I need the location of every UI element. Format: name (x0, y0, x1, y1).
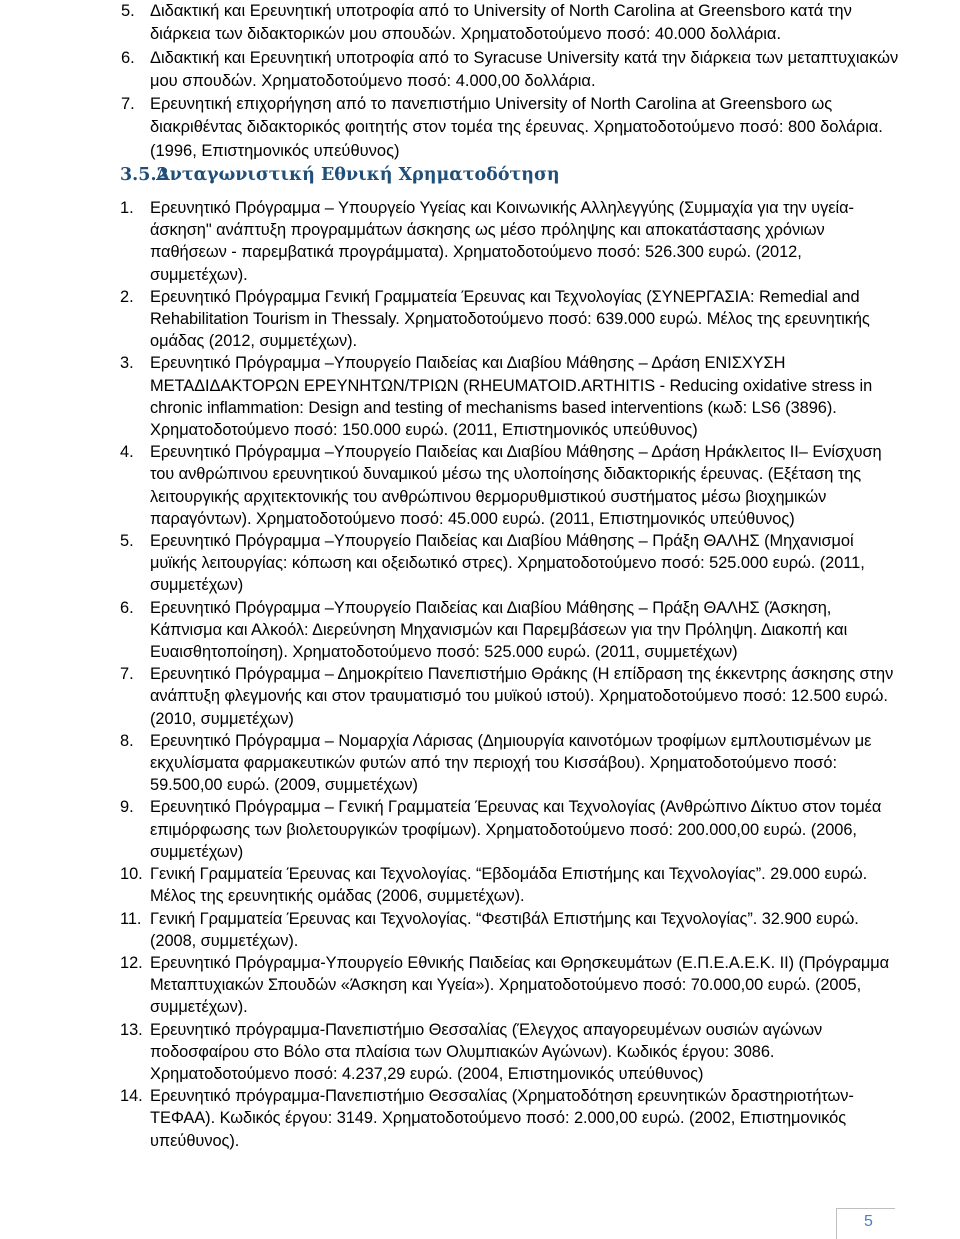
item-text: Ερευνητικό Πρόγραμμα – Υπουργείο Υγείας και Κοινωνικής Αλληλεγγύης (Συμμαχία για την υγεία-άσκηση" ανάπτυξη προγραμμάτων άσκησης ως μέσο πρόληψης και αποκατάστασης χρόνιων παθήσεων - παρεμβατικά προγράμματα). Χρηματοδοτούμενο ποσό: 526.300 ευρώ. (2012, συμμετέχων). (150, 199, 854, 284)
list-item (0, 730, 900, 797)
item-number: 14. (120, 1087, 143, 1106)
item-number: 12. (120, 953, 143, 972)
item-number: 3. (120, 354, 134, 373)
item-number: 10. (120, 865, 143, 884)
item-text: Διδακτική και Ερευνητική υποτροφία από το Syracuse University κατά την διάρκεια των μεταπτυχιακών μου σπουδών. Χρηματοδοτούμενο ποσό: 4.000,00 δολλάρια. (150, 48, 899, 90)
item-text: Ερευνητικό Πρόγραμμα –Υπουργείο Παιδείας και Διαβίου Μάθησης – Πράξη ΘΑΛΗΣ (Άσκηση, Κάπνισμα και Αλκοόλ: Διερεύνηση Μηχανισμών και Παρεμβάσεων για την Πρόληψη. Διακοπή και Ευαισθητοποίηση). Χρηματοδοτούμενο ποσό: 525.000 ευρώ. (2011, συμμετέχων) (150, 598, 848, 662)
section-number: 3.5.2 (120, 165, 169, 185)
list-item (0, 597, 900, 664)
item-text: Ερευνητικό Πρόγραμμα Γενική Γραμματεία Έρευνας και Τεχνολογίας (ΣΥΝΕΡΓΑΣΙΑ: Remedial and Rehabilitation Tourism in Thessaly. Χρηματοδοτούμενο ποσό: 639.000 ευρώ. Μέλος της ερευνητικής ομάδας (2012, συμμετέχων). (150, 287, 870, 351)
item-number: 8. (120, 731, 134, 750)
item-text: Ερευνητική επιχορήγηση από το πανεπιστήμιο University of North Carolina at Greensboro ως διακριθέντας διδακτορικός φοιτητής στον τομέα της έρευνας. Χρηματοδοτούμενο ποσό: 800 δολάρια. (1996, Επιστημονικός υπεύθυνος) (150, 95, 883, 160)
list-item (0, 0, 900, 47)
item-number: 11. (120, 909, 142, 928)
item-number: 5. (121, 2, 135, 20)
list-item (0, 530, 900, 597)
list-item (0, 796, 900, 863)
item-number: 4. (120, 443, 134, 462)
item-text: Διδακτική και Ερευνητική υποτροφία από το University of North Carolina at Greensboro κατά την διάρκεια των διδακτορικών μου σπουδών. Χρηματοδοτούμενο ποσό: 40.000 δολλάρια. (150, 2, 852, 44)
item-number: 7. (121, 95, 135, 114)
list-item (0, 952, 900, 1019)
item-number: 7. (120, 665, 134, 684)
item-number: 5. (120, 532, 134, 551)
item-number: 13. (120, 1020, 143, 1039)
list-item (0, 663, 900, 730)
list-item (0, 352, 900, 441)
list-item (0, 93, 900, 163)
item-number: 6. (120, 598, 134, 617)
list-item (0, 863, 900, 907)
item-number: 1. (120, 199, 134, 217)
item-text: Ερευνητικό Πρόγραμμα –Υπουργείο Παιδείας και Διαβίου Μάθησης – Δράση ΕΝΙΣΧΥΣΗ ΜΕΤΑΔΙΔΑΚΤΟΡΩΝ ΕΡΕΥΝΗΤΩΝ/ΤΡΙΩΝ (RHEUMATOID.ARTHITIS - Reducing oxidative stress in chronic inflammation: Design and testing of mechanisms based interventions (κωδ: LS6 (3896). Χρηματοδοτούμενο ποσό: 150.000 ευρώ. (2011, Επιστημονικός υπεύθυνος) (150, 354, 873, 440)
item-text: Ερευνητικό Πρόγραμμα –Υπουργείο Παιδείας και Διαβίου Μάθησης – Δράση Ηράκλειτος ΙΙ– Ενίσχυση του ανθρώπινου ερευνητικού δυναμικού μέσω της υλοποίησης διδακτορικής έρευνας. (Εξέταση της λειτουργικής αρχιτεκτονικής του ανθρώπινου θερμορυθμιστικού συστήματος μέσω βιοχημικών παραγόντων). Χρηματοδοτούμενο ποσό: 45.000 ευρώ. (2011, Επιστημονικός υπεύθυνος) (150, 443, 882, 528)
item-text: Ερευνητικό Πρόγραμμα –Υπουργείο Παιδείας και Διαβίου Μάθησης – Πράξη ΘΑΛΗΣ (Μηχανισμοί μυϊκής λειτουργίας: κόπωση και οξειδωτικό στρες). Χρηματοδοτούμενο ποσό: 525.000 ευρώ. (2011, συμμετέχων) (150, 532, 865, 595)
list-item (0, 1085, 900, 1152)
item-text: Γενική Γραμματεία Έρευνας και Τεχνολογίας. “Φεστιβάλ Επιστήμης και Τεχνολογίας”. 32.900 ευρώ. (2008, συμμετέχων). (150, 909, 859, 950)
national-funding-list (0, 197, 900, 1152)
list-item (0, 1019, 900, 1086)
item-number: 6. (121, 48, 135, 67)
list-item (0, 908, 900, 952)
item-text: Γενική Γραμματεία Έρευνας και Τεχνολογίας. “Εβδομάδα Επιστήμης και Τεχνολογίας”. 29.000 ευρώ. Μέλος της ερευνητικής ομάδας (2006, συμμετέχων). (150, 865, 868, 906)
funding-list-top (0, 0, 900, 163)
section-title: Ανταγωνιστική Εθνική Χρηματοδότηση (156, 165, 560, 185)
item-text: Ερευνητικό πρόγραμμα-Πανεπιστήμιο Θεσσαλίας (Χρηματοδότηση ερευνητικών δραστηριοτήτων-ΤΕΦΑΑ). Κωδικός έργου: 3149. Χρηματοδοτούμενο ποσό: 2.000,00 ευρώ. (2002, Επιστημονικός υπεύθυνος). (150, 1087, 854, 1150)
section-heading (120, 165, 560, 185)
list-item (0, 441, 900, 530)
list-item (0, 47, 900, 94)
item-text: Ερευνητικό Πρόγραμμα – Νομαρχία Λάρισας (Δημιουργία καινοτόμων τροφίμων εμπλουτισμένων με εκχυλίσματα φαρμακευτικών φυτών από την περιοχή του Κισσάβου). Χρηματοδοτούμενο ποσό: 59.500,00 ευρώ. (2009, συμμετέχων) (150, 731, 872, 795)
page-number: 5 (864, 1213, 873, 1230)
list-item (0, 197, 900, 286)
item-text: Ερευνητικό Πρόγραμμα-Υπουργείο Εθνικής Παιδείας και Θρησκευμάτων (Ε.Π.Ε.Α.Ε.Κ. ΙΙ) (Πρόγραμμα Μεταπτυχιακών Σπουδών «Άσκηση και Υγεία»). Χρηματοδοτούμενο ποσό: 70.000,00 ευρώ. (2005, συμμετέχων). (150, 953, 890, 1017)
item-number: 2. (120, 287, 134, 306)
item-text: Ερευνητικό Πρόγραμμα – Γενική Γραμματεία Έρευνας και Τεχνολογίας (Ανθρώπινο Δίκτυο στον τομέα επιμόρφωσης των βιολετουργικών τροφίμων). Χρηματοδοτούμενο ποσό: 200.000,00 ευρώ. (2006, συμμετέχων) (150, 798, 882, 861)
list-item (0, 286, 900, 353)
item-text: Ερευνητικό πρόγραμμα-Πανεπιστήμιο Θεσσαλίας (Έλεγχος απαγορευμένων ουσιών αγώνων ποδοσφαίρου στο Βόλο στα πλαίσια των Ολυμπιακών Αγώνων). Κωδικός έργου: 3086. Χρηματοδοτούμενο ποσό: 4.237,29 ευρώ. (2004, Επιστημονικός υπεύθυνος) (150, 1020, 823, 1083)
item-text: Ερευνητικό Πρόγραμμα – Δημοκρίτειο Πανεπιστήμιο Θράκης (Η επίδραση της έκκεντρης άσκησης στην ανάπτυξη φλεγμονής και στον τραυματισμό του μυϊκού ιστού). Χρηματοδοτούμενο ποσό: 12.500 ευρώ. (2010, συμμετέχων) (150, 665, 894, 728)
item-number: 9. (120, 798, 134, 817)
